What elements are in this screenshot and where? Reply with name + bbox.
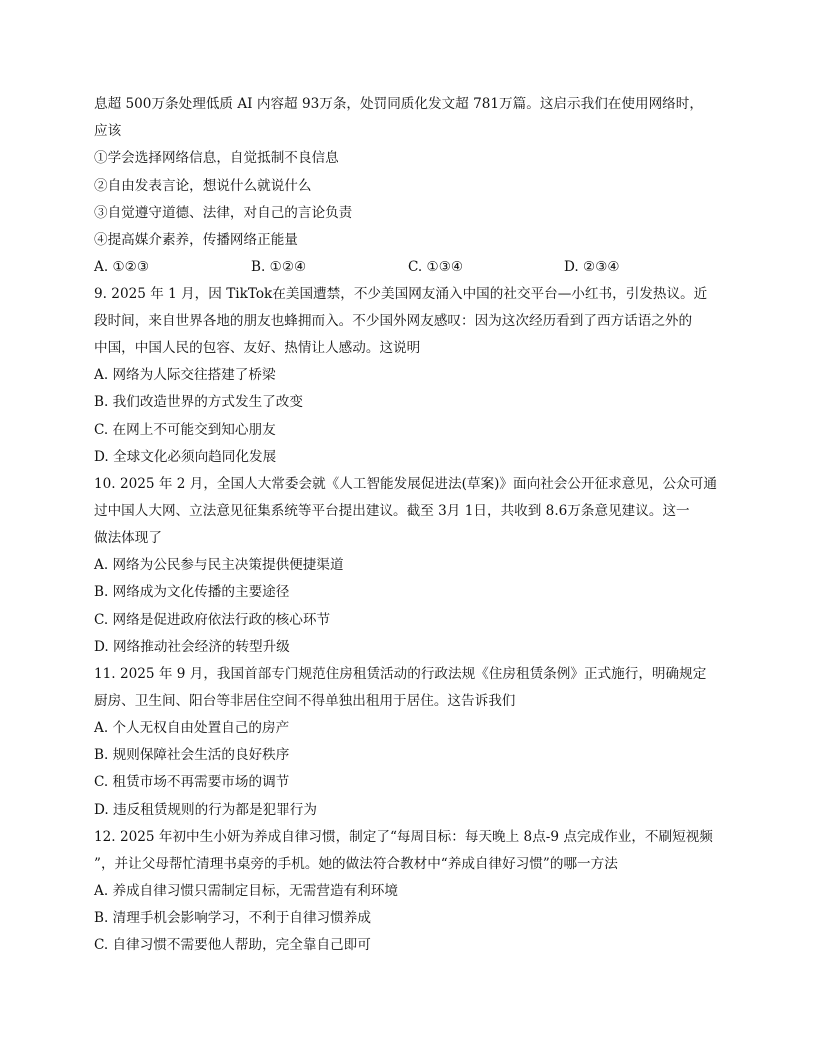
q10-option-b: B. 网络成为文化传播的主要途径 <box>94 584 290 600</box>
q12-stem-line-2: ”，并让父母帮忙清理书桌旁的手机。她的做法符合教材中“养成自律好习惯”的哪一方法 <box>94 856 618 872</box>
q10-stem-line-2: 过中国人大网、立法意见征集系统等平台提出建议。截至 3月 1日，共收到 8.6万条意见建议。这一 <box>94 503 690 519</box>
q11-stem-line-2: 厨房、卫生间、阳台等非居住空间不得单独出租用于居住。这告诉我们 <box>94 693 516 709</box>
q10-option-a: A. 网络为公民参与民主决策提供便捷渠道 <box>94 557 344 573</box>
q12-option-a: A. 养成自律习惯只需制定目标，无需营造有利环境 <box>94 883 398 899</box>
q12-option-b: B. 清理手机会影响学习，不利于自律习惯养成 <box>94 910 371 926</box>
q8-options-row <box>94 257 724 277</box>
q9-stem-line-2: 段时间，来自世界各地的朋友也蜂拥而入。不少国外网友感叹：因为这次经历看到了西方话语之外的 <box>94 313 693 329</box>
q11-option-c: C. 租赁市场不再需要市场的调节 <box>94 774 290 790</box>
q12-option-c: C. 自律习惯不需要他人帮助，完全靠自己即可 <box>94 937 371 953</box>
q9-stem-line-1: 9. 2025 年 1 月，因 TikTok在美国遭禁，不少美国网友涌入中国的社交平台—小红书，引发热议。近 <box>94 286 708 302</box>
q8-stem-line-1: 息超 500万条处理低质 AI 内容超 93万条，处罚同质化发文超 781万篇。这启示我们在使用网络时， <box>94 96 703 112</box>
q8-statement-3: ③自觉遵守道德、法律，对自己的言论负责 <box>94 205 353 221</box>
q12-stem-line-1: 12. 2025 年初中生小妍为养成自律习惯，制定了“每周目标：每天晚上 8点-9 点完成作业，不刷短视频 <box>94 829 713 845</box>
q10-stem-line-3: 做法体现了 <box>94 530 162 546</box>
q9-option-d: D. 全球文化必须向趋同化发展 <box>94 449 277 465</box>
q10-stem-line-1: 10. 2025 年 2 月，全国人大常委会就《人工智能发展促进法(草案)》面向社会公开征求意见，公众可通 <box>94 476 717 492</box>
q10-option-c: C. 网络是促进政府依法行政的核心环节 <box>94 612 331 628</box>
q8-statement-4: ④提高媒介素养，传播网络正能量 <box>94 232 298 248</box>
q8-statement-1: ①学会选择网络信息，自觉抵制不良信息 <box>94 150 339 166</box>
q11-option-a: A. 个人无权自由处置自己的房产 <box>94 720 290 736</box>
q8-option-d: D. ②③④ <box>564 259 620 275</box>
q9-option-a: A. 网络为人际交往搭建了桥梁 <box>94 367 276 383</box>
q8-statement-2: ②自由发表言论，想说什么就说什么 <box>94 178 312 194</box>
q11-option-d: D. 违反租赁规则的行为都是犯罪行为 <box>94 802 317 818</box>
q9-option-b: B. 我们改造世界的方式发生了改变 <box>94 394 303 410</box>
q11-stem-line-1: 11. 2025 年 9 月，我国首部专门规范住房租赁活动的行政法规《住房租赁条例》正式施行，明确规定 <box>94 666 707 682</box>
q11-option-b: B. 规则保障社会生活的良好秩序 <box>94 747 290 763</box>
q8-option-a: A. ①②③ <box>94 259 150 275</box>
q9-option-c: C. 在网上不可能交到知心朋友 <box>94 422 276 438</box>
q8-stem-line-2: 应该 <box>94 123 122 139</box>
q8-option-b: B. ①②④ <box>251 259 307 275</box>
q10-option-d: D. 网络推动社会经济的转型升级 <box>94 639 290 655</box>
q8-option-c: C. ①③④ <box>408 259 464 275</box>
q9-stem-line-3: 中国，中国人民的包容、友好、热情让人感动。这说明 <box>94 340 421 356</box>
